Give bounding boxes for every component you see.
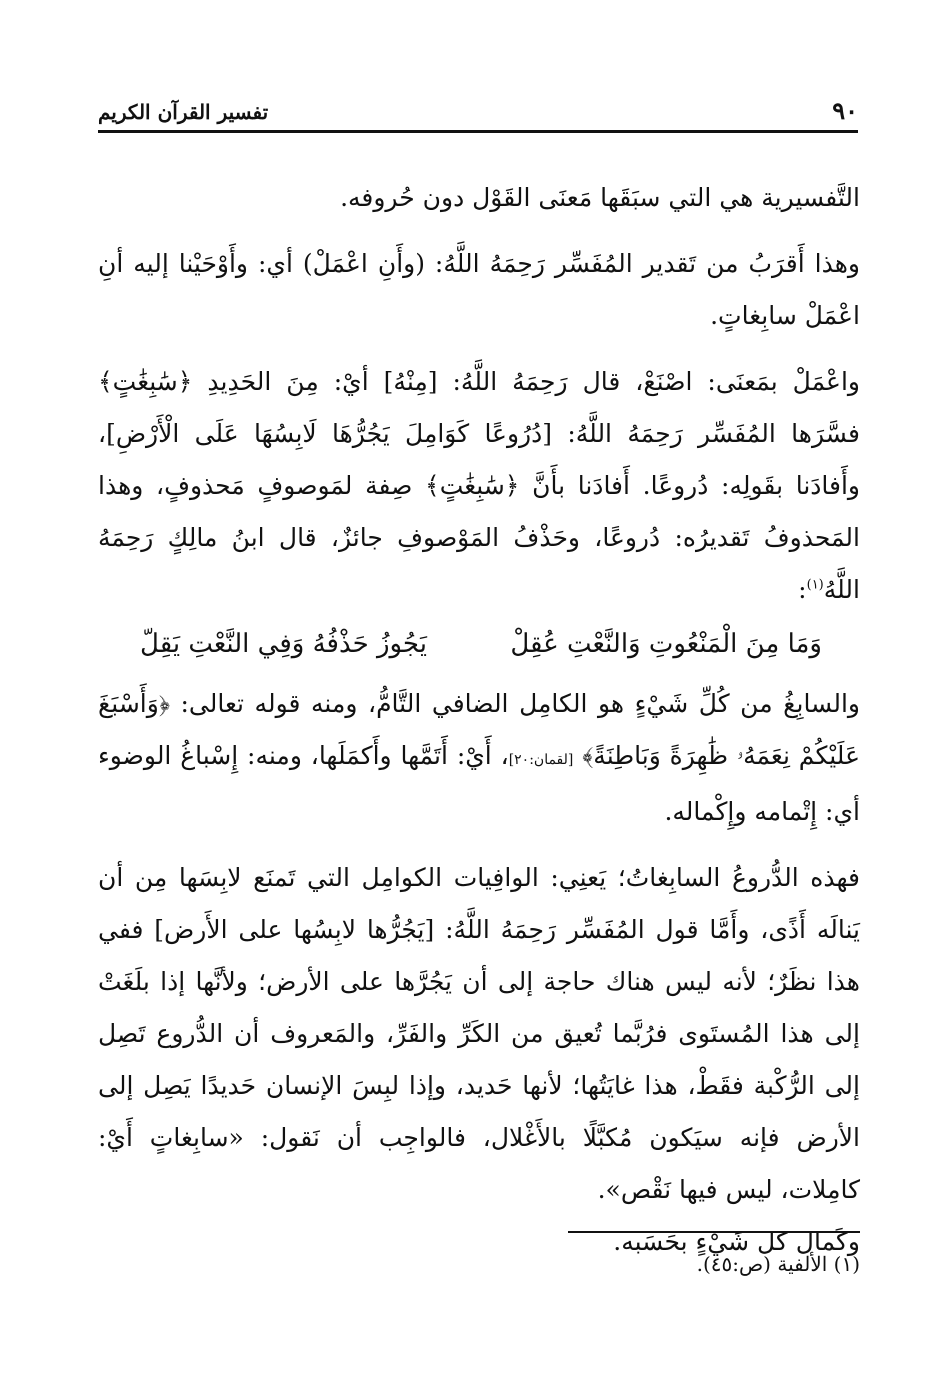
footnote-divider <box>568 1231 860 1233</box>
paragraph-4-text: والسابِغُ من كُلِّ شَيْءٍ هو الكامِل الضافي التَّامُّ، ومنه قوله تعالى: ﴿وَأَسْبَغَ عَلَيْكُمْ نِعَمَهُۥ ظَٰهِرَةً وَبَاطِنَةً﴾ <box>98 689 860 770</box>
paragraph-4-text-end: ، أَيْ: أَتَمَّها وأَكمَلَها، ومنه: إِسْباغُ الوضوء أي: إِتْمامه وإِكْماله. <box>98 741 860 826</box>
paragraph-3-text: واعْمَلْ بمَعنَى: اصْنَعْ، قال رَحِمَهُ اللَّهُ: [مِنْهُ] أيْ: مِنَ الحَدِيدِ ﴿سَٰبِغَٰتٍ﴾ فسَّرَها المُفَسِّر رَحِمَهُ اللَّهُ: [دُرُوعًا كَوَامِلَ يَجُرُّهَا لَابِسُهَا عَلَى الْأَرْضِ]، وأَفادَنا بقَولِه: دُروعًا. أَفادَنا بأَنَّ ﴿سَٰبِغَٰتٍ﴾ صِفة لمَوصوفٍ مَحذوفٍ، وهذا المَحذوفُ تَقديرُه: دُروعًا، وحَذْفُ المَوْصوفِ جائزٌ، قال ابنُ مالِكٍ رَحِمَهُ اللَّهُ <box>98 367 860 604</box>
paragraph-6: وكَمال كل شَيْءٍ بحَسَبه. <box>613 1227 860 1256</box>
verse-second-hemistich: يَجُوزُ حَذْفُهُ وَفِي النَّعْتِ يَقِلّ <box>140 629 427 659</box>
paragraph-3-end: : <box>798 575 807 604</box>
paragraph-5: فهذه الدُّروعُ السابِغاتُ؛ يَعنِي: الوافِيات الكوامِل التي تَمنَع لابِسَها مِن أن يَنالَه أَذًى، وأَمَّا قول المُفَسِّر رَحِمَهُ اللَّهُ: [يَجُرُّها لابِسُها على الأَرض] ففي هذا نظَرٌ؛ لأنه ليس هناك حاجة إلى أن يَجُرَّها على الأرض؛ ولأنَّها إذا بلَغَتْ إلى هذا المُستَوى فرُبَّما تُعيق من الكَرِّ والفَرِّ، والمَعروف أن الدُّروع تَصِل إلى الرُّكْبة فقَطْ، هذا غايَتُها؛ لأنها حَديد، وإذا لبِسَ الإنسان حَديدًا يَصِل إلى الأرض فإنه سيَكون مُكبَّلًا بالأَغْلال، فالواجِب أن نَقول: «سابِغاتٍ أَيْ: كامِلات، ليس فيها نَقْص». <box>98 863 860 1204</box>
poetry-verse <box>98 618 860 670</box>
page-number: ٩٠ <box>832 96 858 125</box>
paragraph-4 <box>98 678 860 838</box>
book-title: تفسير القرآن الكريم <box>98 100 269 124</box>
page-body <box>98 172 860 1268</box>
quran-reference: [لقمان:٢٠] <box>508 752 574 768</box>
paragraph-2: وهذا أَقرَبُ من تَقدير المُفَسِّر رَحِمَهُ اللَّهُ: (وأَنِ اعْمَلْ) أي: وأَوْحَيْنا إليه أنِ اعْمَلْ سابِغاتٍ. <box>98 249 860 330</box>
verse-first-hemistich: وَمَا مِنَ الْمَنْعُوتِ وَالنَّعْتِ عُقِلْ <box>510 629 822 659</box>
paragraph-3 <box>98 356 860 616</box>
page-header <box>98 96 858 128</box>
paragraph-1: التَّفسيرية هي التي سبَقَها مَعنَى القَوْل دون حُروفه. <box>340 183 860 212</box>
header-divider <box>98 130 858 133</box>
footnote-marker[interactable]: (١) <box>806 577 824 593</box>
footnote: (١) الألفية (ص:٤٥). <box>696 1252 860 1276</box>
